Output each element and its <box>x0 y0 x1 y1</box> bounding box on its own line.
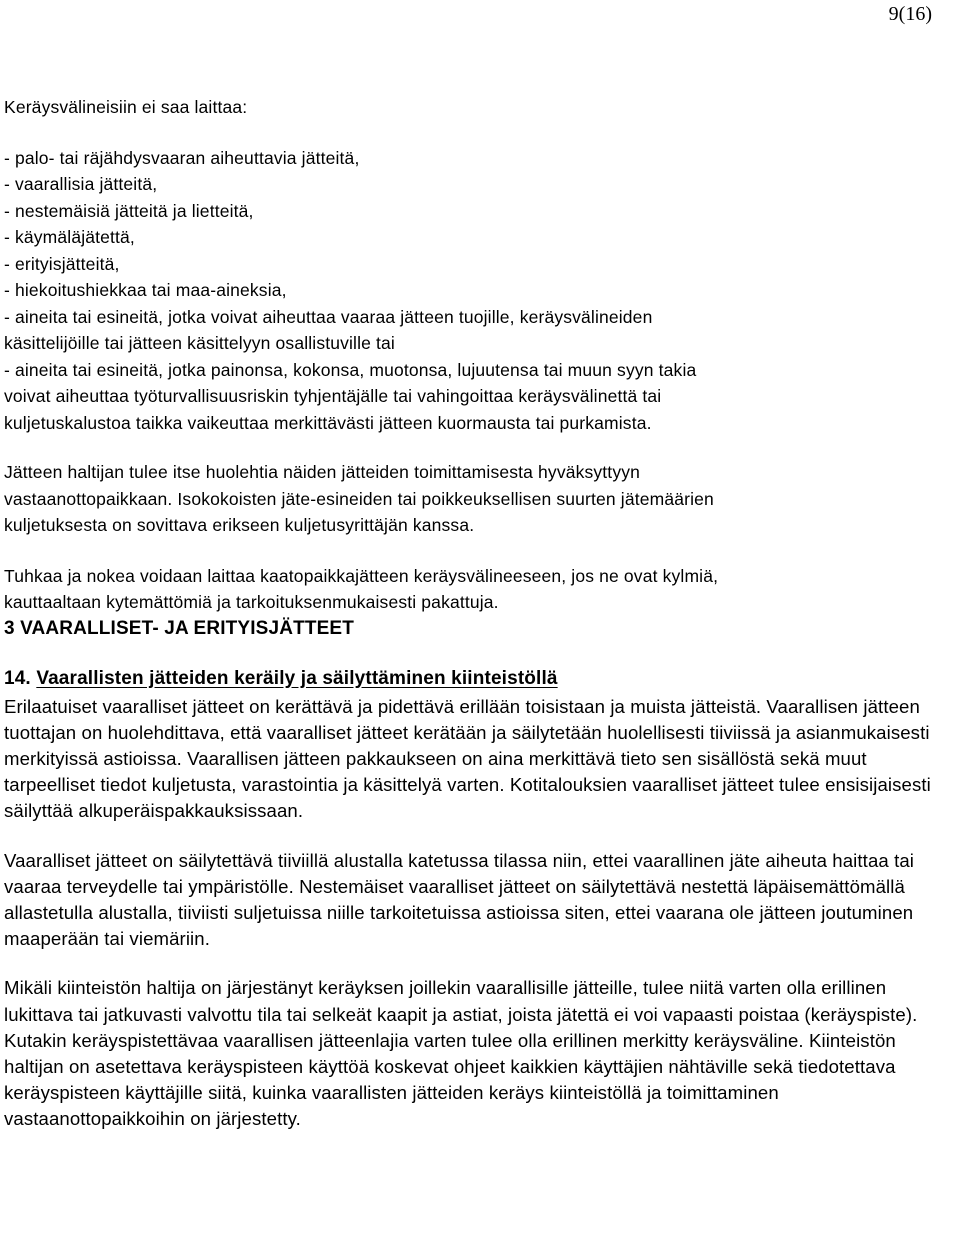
prohibited-items-list: - palo- tai räjähdysvaaran aiheuttavia jätteitä, - vaarallisia jätteitä, - nestemäisiä jätteitä ja lietteitä, - käymäläjätettä, - erityisjätteitä, - hiekoitushiekkaa tai maa-aineksia, - aineita tai esineitä, jotka voivat aiheuttaa vaaraa jätteen tuojille, keräysvälineiden käsittelijöille tai jätteen käsittelyyn osallistuville tai - aineita tai esineitä, jotka painonsa, kokonsa, muotonsa, lujuutensa tai muun syyn takia voivat aiheuttaa työturvallisuusriskin tyhjentäjälle tai vahingoittaa keräysvälinettä tai kuljetuskalustoa taikka vaikeuttaa merkittävästi jätteen kuormausta tai purkamista. <box>4 147 697 433</box>
chapter-heading: 3 VAARALLISET- JA ERITYISJÄTTEET <box>4 617 355 639</box>
section-title: Vaarallisten jätteiden keräily ja säilyttäminen kiinteistöllä <box>36 667 558 689</box>
section-paragraph-2: Vaaralliset jätteet on säilytettävä tiiviillä alustalla katetussa tilassa niin, ettei vaarallinen jäte aiheuta haittaa tai vaaraa terveydelle tai ympäristölle. Nestemäiset vaaralliset jätteet on säilytettävä nestettä läpäisemättömällä allastetulla alustalla, tiiviisti suljetuissa niille tarkoitetuissa astioissa siten, ettei vaarana ole jätteen joutuminen maaperään tai viemäriin. <box>4 849 915 950</box>
intro-heading: Keräysvälineisiin ei saa laittaa: <box>4 97 248 117</box>
waste-holder-paragraph: Jätteen haltijan tulee itse huolehtia näiden jätteiden toimittamisesta hyväksyttyyn vastaanottopaikkaan. Isokokoisten jäte-esineiden tai poikkeuksellisen suurten jätemäärien kuljetuksesta on sovittava erikseen kuljetusyrittäjän kanssa. <box>4 462 714 535</box>
document-body <box>4 94 956 1133</box>
ash-paragraph: Tuhkaa ja nokea voidaan laittaa kaatopaikkajätteen keräysvälineeseen, jos ne ovat kylmiä, kauttaaltaan kytemättömiä ja tarkoituksenmukaisesti pakattuja. <box>4 565 719 612</box>
page-number: 9(16) <box>888 3 932 25</box>
section-number: 14. <box>4 667 31 689</box>
section-paragraph-3: Mikäli kiinteistön haltija on järjestänyt keräyksen joillekin vaarallisille jätteille, tulee niitä varten olla erillinen lukittava tai jatkuvasti valvottu tila tai selkeät kaapit ja astiat, joista jätettä ei voi vapaasti poistaa (keräyspiste). Kutakin keräyspistettävaa vaarallisen jätteenlajia varten tulee olla erillinen merkitty keräysväline. Kiinteistön haltijan on asetettava keräyspisteen käyttöä koskevat ohjeet kaikkien käyttäjien nähtäville sekä tiedotettava keräyspisteen käyttäjille siitä, kuinka vaarallisten jätteiden keräys kiinteistöllä ja toimittaminen vastaanottopaikkoihin on järjestetty. <box>4 977 918 1130</box>
section-heading <box>4 666 956 692</box>
section-paragraph-1: Erilaatuiset vaaralliset jätteet on kerättävä ja pidettävä erillään toisistaan ja muista jätteistä. Vaarallisen jätteen tuottajan on huolehdittava, että vaaralliset jätteet kerätään ja säilytetään huolellisesti tiiviissä ja asianmukaisesti merkityissä astioissa. Vaarallisen jätteen pakkaukseen on aina merkittävä tieto sen sisällöstä sekä muut tarpeelliset tiedot kuljetusta, varastointia ja käsittelyä varten. Kotitalouksien vaaralliset jätteet tulee ensisijaisesti säilyttää alkuperäispakkauksissaan. <box>4 695 931 822</box>
